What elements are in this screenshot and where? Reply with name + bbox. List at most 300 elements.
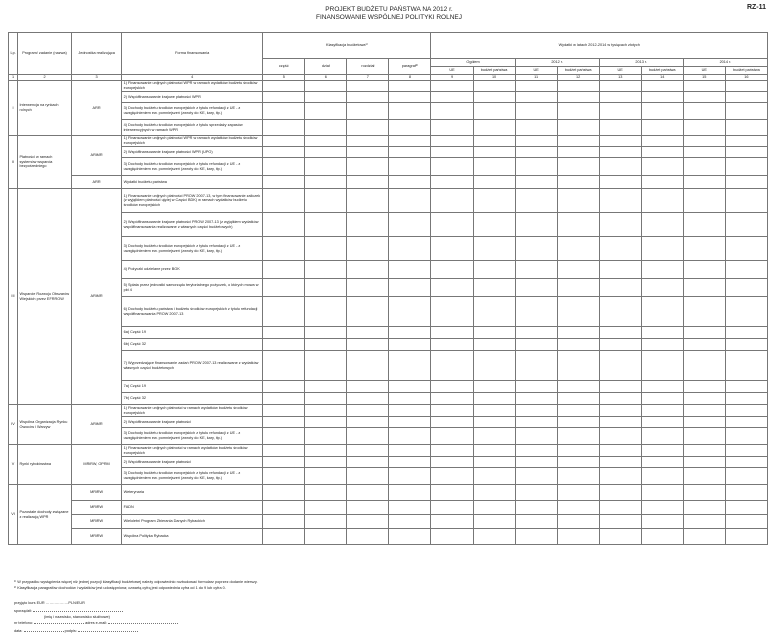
value-cell[interactable] [431, 445, 473, 457]
value-cell[interactable] [557, 297, 599, 327]
value-cell[interactable] [305, 81, 347, 92]
value-cell[interactable] [389, 501, 431, 515]
value-cell[interactable] [347, 501, 389, 515]
value-cell[interactable] [263, 189, 305, 213]
value-cell[interactable] [641, 213, 683, 237]
value-cell[interactable] [599, 501, 641, 515]
value-cell[interactable] [641, 457, 683, 468]
value-cell[interactable] [515, 237, 557, 261]
value-cell[interactable] [305, 381, 347, 393]
value-cell[interactable] [389, 213, 431, 237]
value-cell[interactable] [263, 176, 305, 189]
value-cell[interactable] [263, 120, 305, 136]
value-cell[interactable] [473, 147, 515, 158]
value-cell[interactable] [557, 147, 599, 158]
value-cell[interactable] [725, 485, 767, 501]
date-field[interactable] [24, 628, 64, 632]
value-cell[interactable] [725, 189, 767, 213]
value-cell[interactable] [389, 529, 431, 545]
value-cell[interactable] [599, 381, 641, 393]
value-cell[interactable] [473, 485, 515, 501]
value-cell[interactable] [347, 92, 389, 103]
value-cell[interactable] [263, 213, 305, 237]
value-cell[interactable] [599, 405, 641, 417]
value-cell[interactable] [473, 515, 515, 529]
value-cell[interactable] [305, 529, 347, 545]
value-cell[interactable] [725, 405, 767, 417]
value-cell[interactable] [641, 485, 683, 501]
value-cell[interactable] [305, 405, 347, 417]
value-cell[interactable] [641, 501, 683, 515]
value-cell[interactable] [473, 297, 515, 327]
value-cell[interactable] [599, 279, 641, 297]
value-cell[interactable] [389, 445, 431, 457]
value-cell[interactable] [599, 81, 641, 92]
value-cell[interactable] [725, 457, 767, 468]
value-cell[interactable] [515, 297, 557, 327]
value-cell[interactable] [515, 158, 557, 176]
value-cell[interactable] [305, 120, 347, 136]
value-cell[interactable] [683, 351, 725, 381]
value-cell[interactable] [683, 176, 725, 189]
value-cell[interactable] [473, 501, 515, 515]
value-cell[interactable] [683, 297, 725, 327]
value-cell[interactable] [263, 81, 305, 92]
value-cell[interactable] [263, 405, 305, 417]
value-cell[interactable] [473, 339, 515, 351]
value-cell[interactable] [347, 213, 389, 237]
value-cell[interactable] [683, 529, 725, 545]
value-cell[interactable] [725, 428, 767, 445]
email-field[interactable] [108, 620, 178, 624]
value-cell[interactable] [599, 393, 641, 405]
value-cell[interactable] [473, 417, 515, 428]
value-cell[interactable] [389, 457, 431, 468]
value-cell[interactable] [263, 445, 305, 457]
value-cell[interactable] [599, 515, 641, 529]
value-cell[interactable] [725, 103, 767, 120]
value-cell[interactable] [263, 261, 305, 279]
value-cell[interactable] [305, 393, 347, 405]
value-cell[interactable] [725, 529, 767, 545]
value-cell[interactable] [641, 92, 683, 103]
value-cell[interactable] [347, 261, 389, 279]
value-cell[interactable] [641, 405, 683, 417]
value-cell[interactable] [431, 468, 473, 485]
value-cell[interactable] [305, 279, 347, 297]
value-cell[interactable] [557, 468, 599, 485]
value-cell[interactable] [515, 445, 557, 457]
value-cell[interactable] [641, 351, 683, 381]
value-cell[interactable] [641, 189, 683, 213]
value-cell[interactable] [263, 393, 305, 405]
value-cell[interactable] [599, 485, 641, 501]
value-cell[interactable] [557, 417, 599, 428]
value-cell[interactable] [599, 120, 641, 136]
value-cell[interactable] [515, 417, 557, 428]
value-cell[interactable] [389, 279, 431, 297]
value-cell[interactable] [641, 158, 683, 176]
signature-field[interactable] [78, 628, 138, 632]
value-cell[interactable] [515, 92, 557, 103]
value-cell[interactable] [725, 261, 767, 279]
value-cell[interactable] [515, 501, 557, 515]
value-cell[interactable] [599, 417, 641, 428]
value-cell[interactable] [389, 136, 431, 147]
value-cell[interactable] [263, 457, 305, 468]
value-cell[interactable] [347, 405, 389, 417]
value-cell[interactable] [599, 136, 641, 147]
value-cell[interactable] [347, 381, 389, 393]
value-cell[interactable] [431, 515, 473, 529]
value-cell[interactable] [389, 103, 431, 120]
value-cell[interactable] [515, 81, 557, 92]
value-cell[interactable] [473, 468, 515, 485]
value-cell[interactable] [263, 103, 305, 120]
value-cell[interactable] [683, 339, 725, 351]
value-cell[interactable] [725, 339, 767, 351]
value-cell[interactable] [305, 339, 347, 351]
value-cell[interactable] [305, 297, 347, 327]
value-cell[interactable] [683, 501, 725, 515]
value-cell[interactable] [347, 158, 389, 176]
value-cell[interactable] [725, 297, 767, 327]
value-cell[interactable] [557, 485, 599, 501]
value-cell[interactable] [431, 92, 473, 103]
value-cell[interactable] [473, 120, 515, 136]
value-cell[interactable] [473, 279, 515, 297]
value-cell[interactable] [389, 120, 431, 136]
value-cell[interactable] [431, 501, 473, 515]
value-cell[interactable] [305, 237, 347, 261]
value-cell[interactable] [599, 327, 641, 339]
value-cell[interactable] [263, 515, 305, 529]
value-cell[interactable] [347, 351, 389, 381]
value-cell[interactable] [641, 103, 683, 120]
value-cell[interactable] [599, 457, 641, 468]
value-cell[interactable] [431, 327, 473, 339]
value-cell[interactable] [305, 103, 347, 120]
value-cell[interactable] [431, 405, 473, 417]
value-cell[interactable] [641, 515, 683, 529]
value-cell[interactable] [347, 147, 389, 158]
value-cell[interactable] [263, 381, 305, 393]
value-cell[interactable] [305, 485, 347, 501]
value-cell[interactable] [305, 261, 347, 279]
value-cell[interactable] [431, 158, 473, 176]
value-cell[interactable] [431, 103, 473, 120]
value-cell[interactable] [389, 92, 431, 103]
value-cell[interactable] [389, 176, 431, 189]
value-cell[interactable] [263, 529, 305, 545]
value-cell[interactable] [725, 120, 767, 136]
value-cell[interactable] [515, 279, 557, 297]
value-cell[interactable] [473, 445, 515, 457]
value-cell[interactable] [389, 147, 431, 158]
value-cell[interactable] [431, 393, 473, 405]
value-cell[interactable] [515, 120, 557, 136]
value-cell[interactable] [557, 393, 599, 405]
value-cell[interactable] [599, 529, 641, 545]
value-cell[interactable] [305, 515, 347, 529]
value-cell[interactable] [305, 176, 347, 189]
value-cell[interactable] [473, 351, 515, 381]
value-cell[interactable] [557, 327, 599, 339]
value-cell[interactable] [473, 136, 515, 147]
value-cell[interactable] [515, 405, 557, 417]
value-cell[interactable] [725, 381, 767, 393]
value-cell[interactable] [389, 468, 431, 485]
value-cell[interactable] [641, 339, 683, 351]
value-cell[interactable] [473, 189, 515, 213]
value-cell[interactable] [389, 485, 431, 501]
value-cell[interactable] [263, 428, 305, 445]
value-cell[interactable] [599, 176, 641, 189]
value-cell[interactable] [599, 428, 641, 445]
value-cell[interactable] [557, 213, 599, 237]
value-cell[interactable] [515, 457, 557, 468]
value-cell[interactable] [515, 261, 557, 279]
value-cell[interactable] [557, 176, 599, 189]
value-cell[interactable] [557, 158, 599, 176]
value-cell[interactable] [431, 428, 473, 445]
value-cell[interactable] [431, 457, 473, 468]
value-cell[interactable] [683, 189, 725, 213]
value-cell[interactable] [683, 147, 725, 158]
value-cell[interactable] [347, 468, 389, 485]
value-cell[interactable] [557, 120, 599, 136]
value-cell[interactable] [431, 417, 473, 428]
value-cell[interactable] [683, 327, 725, 339]
value-cell[interactable] [557, 445, 599, 457]
value-cell[interactable] [347, 529, 389, 545]
value-cell[interactable] [389, 327, 431, 339]
value-cell[interactable] [389, 515, 431, 529]
value-cell[interactable] [515, 529, 557, 545]
value-cell[interactable] [557, 279, 599, 297]
value-cell[interactable] [641, 81, 683, 92]
value-cell[interactable] [473, 428, 515, 445]
value-cell[interactable] [515, 213, 557, 237]
value-cell[interactable] [641, 297, 683, 327]
value-cell[interactable] [641, 327, 683, 339]
value-cell[interactable] [725, 158, 767, 176]
value-cell[interactable] [473, 405, 515, 417]
value-cell[interactable] [725, 468, 767, 485]
value-cell[interactable] [641, 445, 683, 457]
value-cell[interactable] [347, 428, 389, 445]
value-cell[interactable] [347, 297, 389, 327]
value-cell[interactable] [263, 468, 305, 485]
value-cell[interactable] [599, 92, 641, 103]
value-cell[interactable] [641, 381, 683, 393]
value-cell[interactable] [431, 81, 473, 92]
value-cell[interactable] [599, 237, 641, 261]
value-cell[interactable] [641, 261, 683, 279]
value-cell[interactable] [389, 381, 431, 393]
value-cell[interactable] [431, 381, 473, 393]
value-cell[interactable] [599, 213, 641, 237]
value-cell[interactable] [557, 515, 599, 529]
value-cell[interactable] [305, 468, 347, 485]
value-cell[interactable] [515, 393, 557, 405]
value-cell[interactable] [473, 81, 515, 92]
value-cell[interactable] [305, 136, 347, 147]
value-cell[interactable] [389, 417, 431, 428]
value-cell[interactable] [305, 213, 347, 237]
value-cell[interactable] [641, 120, 683, 136]
value-cell[interactable] [473, 529, 515, 545]
value-cell[interactable] [347, 120, 389, 136]
value-cell[interactable] [683, 213, 725, 237]
value-cell[interactable] [347, 515, 389, 529]
value-cell[interactable] [347, 237, 389, 261]
value-cell[interactable] [599, 103, 641, 120]
value-cell[interactable] [431, 351, 473, 381]
value-cell[interactable] [599, 468, 641, 485]
value-cell[interactable] [683, 417, 725, 428]
value-cell[interactable] [515, 189, 557, 213]
value-cell[interactable] [683, 468, 725, 485]
value-cell[interactable] [431, 213, 473, 237]
value-cell[interactable] [683, 120, 725, 136]
value-cell[interactable] [347, 176, 389, 189]
value-cell[interactable] [263, 327, 305, 339]
value-cell[interactable] [683, 445, 725, 457]
value-cell[interactable] [263, 92, 305, 103]
value-cell[interactable] [683, 405, 725, 417]
value-cell[interactable] [515, 381, 557, 393]
value-cell[interactable] [557, 189, 599, 213]
value-cell[interactable] [389, 393, 431, 405]
value-cell[interactable] [431, 339, 473, 351]
prepared-by-field[interactable] [33, 608, 123, 612]
value-cell[interactable] [263, 237, 305, 261]
value-cell[interactable] [725, 515, 767, 529]
value-cell[interactable] [599, 261, 641, 279]
value-cell[interactable] [515, 176, 557, 189]
value-cell[interactable] [683, 381, 725, 393]
value-cell[interactable] [515, 136, 557, 147]
value-cell[interactable] [725, 147, 767, 158]
value-cell[interactable] [683, 428, 725, 445]
phone-field[interactable] [34, 620, 84, 624]
value-cell[interactable] [725, 136, 767, 147]
value-cell[interactable] [641, 147, 683, 158]
value-cell[interactable] [557, 381, 599, 393]
value-cell[interactable] [431, 529, 473, 545]
value-cell[interactable] [725, 176, 767, 189]
value-cell[interactable] [473, 176, 515, 189]
value-cell[interactable] [263, 501, 305, 515]
value-cell[interactable] [599, 147, 641, 158]
value-cell[interactable] [557, 237, 599, 261]
value-cell[interactable] [641, 176, 683, 189]
value-cell[interactable] [683, 485, 725, 501]
value-cell[interactable] [263, 339, 305, 351]
value-cell[interactable] [347, 445, 389, 457]
value-cell[interactable] [473, 327, 515, 339]
value-cell[interactable] [431, 136, 473, 147]
value-cell[interactable] [515, 515, 557, 529]
value-cell[interactable] [305, 417, 347, 428]
value-cell[interactable] [683, 92, 725, 103]
value-cell[interactable] [557, 136, 599, 147]
value-cell[interactable] [557, 501, 599, 515]
value-cell[interactable] [347, 136, 389, 147]
value-cell[interactable] [557, 103, 599, 120]
value-cell[interactable] [431, 237, 473, 261]
value-cell[interactable] [725, 445, 767, 457]
value-cell[interactable] [263, 147, 305, 158]
value-cell[interactable] [725, 351, 767, 381]
value-cell[interactable] [305, 351, 347, 381]
value-cell[interactable] [431, 297, 473, 327]
value-cell[interactable] [725, 213, 767, 237]
value-cell[interactable] [515, 147, 557, 158]
value-cell[interactable] [683, 103, 725, 120]
value-cell[interactable] [389, 81, 431, 92]
value-cell[interactable] [347, 279, 389, 297]
value-cell[interactable] [263, 136, 305, 147]
value-cell[interactable] [473, 261, 515, 279]
value-cell[interactable] [263, 485, 305, 501]
value-cell[interactable] [347, 417, 389, 428]
value-cell[interactable] [515, 468, 557, 485]
value-cell[interactable] [683, 136, 725, 147]
value-cell[interactable] [431, 147, 473, 158]
value-cell[interactable] [431, 120, 473, 136]
value-cell[interactable] [515, 351, 557, 381]
value-cell[interactable] [557, 92, 599, 103]
value-cell[interactable] [725, 237, 767, 261]
value-cell[interactable] [599, 351, 641, 381]
value-cell[interactable] [557, 529, 599, 545]
value-cell[interactable] [599, 158, 641, 176]
value-cell[interactable] [683, 158, 725, 176]
value-cell[interactable] [725, 417, 767, 428]
value-cell[interactable] [473, 92, 515, 103]
value-cell[interactable] [389, 351, 431, 381]
value-cell[interactable] [725, 81, 767, 92]
value-cell[interactable] [389, 158, 431, 176]
value-cell[interactable] [641, 468, 683, 485]
value-cell[interactable] [473, 457, 515, 468]
value-cell[interactable] [725, 92, 767, 103]
value-cell[interactable] [305, 457, 347, 468]
value-cell[interactable] [683, 279, 725, 297]
value-cell[interactable] [431, 189, 473, 213]
value-cell[interactable] [515, 327, 557, 339]
value-cell[interactable] [557, 261, 599, 279]
value-cell[interactable] [263, 279, 305, 297]
value-cell[interactable] [473, 393, 515, 405]
value-cell[interactable] [473, 213, 515, 237]
value-cell[interactable] [305, 445, 347, 457]
value-cell[interactable] [263, 351, 305, 381]
value-cell[interactable] [557, 339, 599, 351]
value-cell[interactable] [305, 189, 347, 213]
value-cell[interactable] [431, 485, 473, 501]
value-cell[interactable] [515, 428, 557, 445]
value-cell[interactable] [431, 279, 473, 297]
value-cell[interactable] [515, 485, 557, 501]
value-cell[interactable] [347, 327, 389, 339]
value-cell[interactable] [557, 428, 599, 445]
value-cell[interactable] [347, 339, 389, 351]
value-cell[interactable] [473, 381, 515, 393]
value-cell[interactable] [557, 81, 599, 92]
